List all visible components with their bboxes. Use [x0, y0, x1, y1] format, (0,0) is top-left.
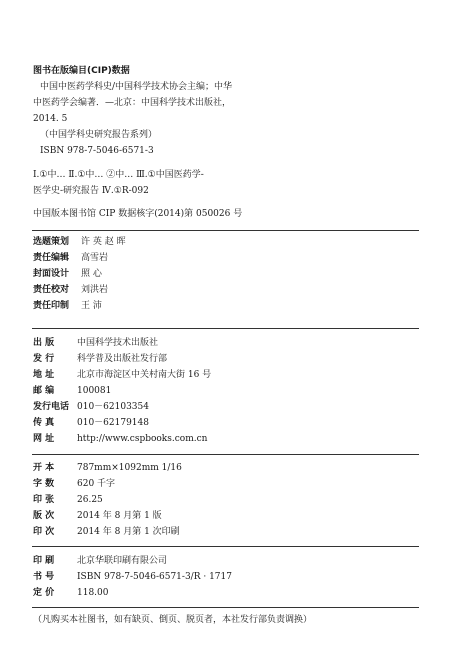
- row-value: 刘洪岩: [81, 285, 109, 295]
- row-label: 责任编辑: [33, 253, 70, 263]
- row-label: 网 址: [33, 434, 55, 444]
- row-label: 地 址: [33, 370, 55, 380]
- row-value: 中国科学技术出版社: [77, 338, 159, 348]
- publisher-row: [33, 337, 158, 349]
- exchange-notice: （凡购买本社图书，如有缺页、倒页、脱页者，本社发行部负责调换）: [33, 615, 313, 625]
- row-value: 王 沛: [81, 301, 102, 311]
- cip-heading: 图书在版编目(CIP)数据: [33, 66, 130, 76]
- printing-row: [33, 571, 232, 583]
- row-label: 邮 编: [33, 386, 55, 396]
- price-value: 118.00: [77, 588, 109, 598]
- editor-row: [33, 252, 108, 264]
- printing-row: [33, 587, 109, 599]
- spec-row: [33, 462, 182, 474]
- row-label: 发行电话: [33, 402, 70, 412]
- row-value: 科学普及出版社发行部: [77, 354, 168, 364]
- row-value: 100081: [77, 386, 112, 396]
- row-value: 许 英 赵 晖: [81, 237, 126, 247]
- cip-line: 中医药学会编著．—北京：中国科学技术出版社，: [33, 98, 232, 108]
- row-label: 书 号: [33, 572, 55, 582]
- isbn-value: ISBN 978-7-5046-6571-3/R · 1717: [77, 572, 232, 582]
- row-value: 787mm×1092mm 1/16: [77, 463, 182, 473]
- row-value: 2014 年 8 月第 1 版: [77, 511, 162, 521]
- cip-line: 2014. 5: [33, 114, 68, 124]
- row-label: 开 本: [33, 463, 55, 473]
- row-label: 版 次: [33, 511, 55, 521]
- publisher-row: [33, 401, 149, 413]
- spec-row: [33, 526, 180, 538]
- row-label: 责任印制: [33, 301, 70, 311]
- row-label: 选题策划: [33, 237, 70, 247]
- row-value: 010－62103354: [77, 402, 149, 412]
- publisher-row: [33, 369, 211, 381]
- editor-row: [33, 284, 108, 296]
- row-value: 照 心: [81, 269, 102, 279]
- row-value: 高雪岩: [81, 253, 109, 263]
- row-value: 北京市海淀区中关村南大街 16 号: [77, 370, 212, 380]
- divider: [32, 328, 419, 329]
- cip-line: （中国学科史研究报告系列）: [40, 130, 158, 140]
- row-label: 发 行: [33, 354, 55, 364]
- row-value: 26.25: [77, 495, 103, 505]
- publisher-row: [33, 433, 207, 445]
- cip-classification: Ⅰ.①中… Ⅱ.①中… ②中… Ⅲ.①中国医药学-: [33, 170, 204, 180]
- editor-row: [33, 236, 126, 248]
- publisher-row: [33, 353, 167, 365]
- spec-row: [33, 510, 162, 522]
- row-label: 字 数: [33, 479, 55, 489]
- divider: [32, 607, 419, 608]
- row-value: 北京华联印刷有限公司: [77, 556, 168, 566]
- row-label: 印 刷: [33, 556, 55, 566]
- spec-row: [33, 494, 103, 506]
- cip-line: 中国中医药学科史/中国科学技术协会主编；中华: [40, 82, 233, 92]
- divider: [32, 546, 419, 547]
- cip-classification: 医学史-研究报告 Ⅳ.①R-092: [33, 186, 149, 196]
- divider: [32, 454, 419, 455]
- row-label: 封面设计: [33, 269, 70, 279]
- publisher-row: [33, 417, 149, 429]
- cip-line: ISBN 978-7-5046-6571-3: [40, 146, 154, 156]
- divider: [32, 230, 419, 231]
- row-label: 责任校对: [33, 285, 70, 295]
- printing-row: [33, 555, 167, 567]
- row-value: 010－62179148: [77, 418, 149, 428]
- row-value: 2014 年 8 月第 1 次印刷: [77, 527, 180, 537]
- editor-row: [33, 268, 102, 280]
- cip-library-record: 中国版本图书馆 CIP 数据核字(2014)第 050026 号: [33, 209, 243, 219]
- publisher-row: [33, 385, 111, 397]
- row-label: 印 次: [33, 527, 55, 537]
- row-value: 620 千字: [77, 479, 116, 489]
- row-label: 传 真: [33, 418, 55, 428]
- row-label: 印 张: [33, 495, 55, 505]
- editor-row: [33, 300, 102, 312]
- spec-row: [33, 478, 115, 490]
- publisher-website: http://www.cspbooks.com.cn: [77, 434, 208, 444]
- row-label: 出 版: [33, 338, 55, 348]
- row-label: 定 价: [33, 588, 55, 598]
